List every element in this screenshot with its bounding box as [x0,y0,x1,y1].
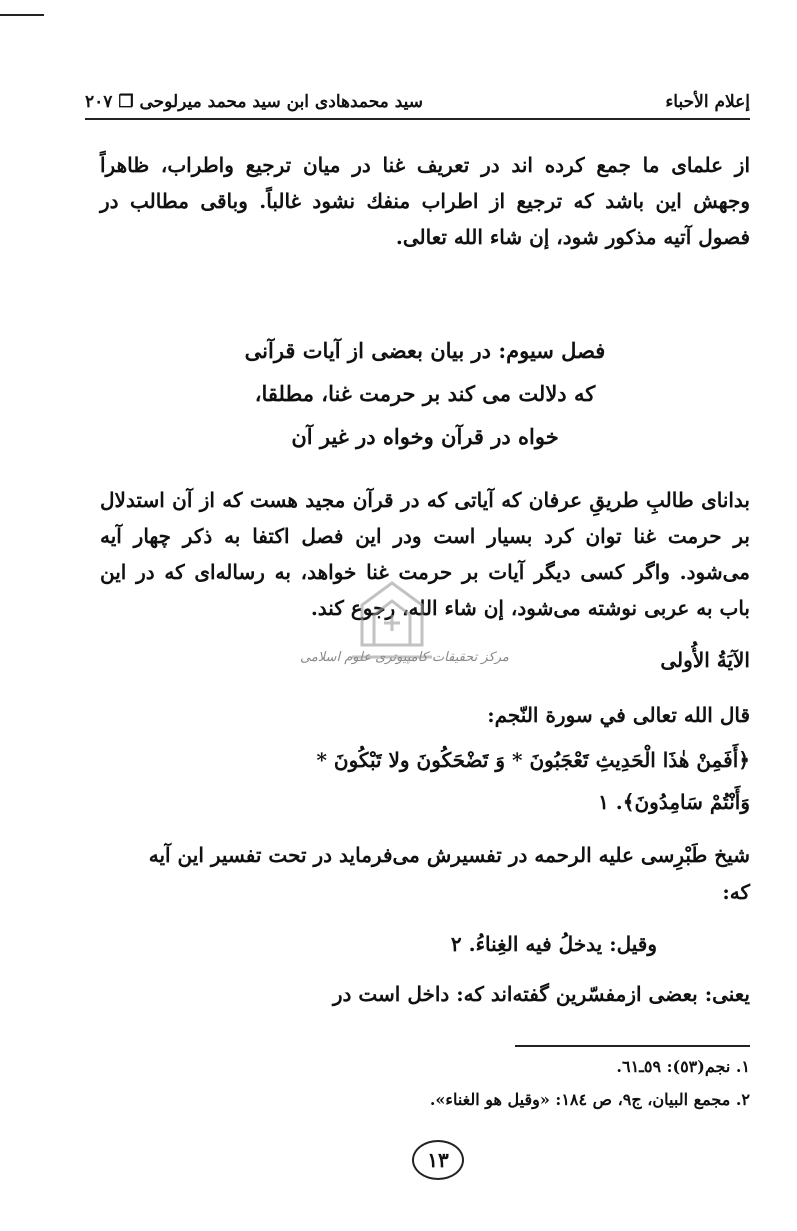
page-number: ١٣ [412,1140,464,1180]
section-heading-line1: فصل سیوم: در بیان بعضی از آیات قرآنی [244,338,606,363]
corner-rule [0,14,44,16]
section-heading-line3: خواه در قرآن وخواه در غیر آن [291,424,559,449]
running-header [85,88,750,118]
author-line: سيد محمدهادى ابن سيد محمد ميرلوحى ❒ ٢٠٧ [85,92,424,112]
footnote-2: ٢. مجمع البیان، ج٩، ص ١٨٤: «وقيل هو الغناء». [429,1090,750,1109]
footnote-1: ١. نجم(٥٣): ٥٩ـ٦١. [616,1057,750,1076]
commentary-line2: که: [722,880,750,904]
quote-intro: قال الله تعالى في سورة النّجم: [487,703,750,727]
commentary-line1: شیخ طَبْرِسی علیه الرحمه در تفسیرش می‌فرماید در تحت تفسیر این آیه [148,843,750,867]
header-rule [85,118,750,120]
watermark-text: مرکز تحقیقات کامپیوتری علوم اسلامی [300,650,509,665]
intro-paragraph: از علمای ما جمع کرده اند در تعریف غنا در میان ترجیع واطراب، ظاهراً وجهش این باشد که ترجیع از اطراب منفك نشود غالباً. وباقی مطالب در فصول آتیه مذکور شود، إن شاء الله تعالى. [100,153,750,249]
section-heading-line2: که دلالت می کند بر حرمت غنا، مطلقا، [254,381,596,406]
translation-line: یعنی: بعضی ازمفسّرین گفته‌اند که: داخل است در [332,982,750,1006]
tafsir-quote: وقيل: يدخلُ فيه الغِناءُ. ٢ [450,932,657,956]
verse-title: الآيَةُ الأُولى [660,648,750,672]
quran-verse-line1: ﴿أَفَمِنْ هٰذَا الْحَدِيثِ تَعْجَبُونَ * وَ تَضْحَكُونَ ولا تَبْكُونَ * [316,748,750,772]
book-title: إعلام الأحباء [665,92,750,112]
body-paragraph: بدانای طالبِ طریقِ عرفان که آیاتی که در قرآن مجید هست که از آن استدلال بر حرمت غنا توان کرد بسیار است ودر این فصل اکتفا به ذکر چهار آیه می‌شود. واگر کسی دیگر آیات بر حرمت غنا خواهد، به رساله‌ای که در این باب به عربی نوشته می‌شود، إن شاء الله، رجوع کند. [100,488,750,620]
footnote-rule [515,1045,750,1047]
quran-verse-line2: وَأَنْتُمْ سَامِدُونَ﴾. ١ [598,790,750,814]
